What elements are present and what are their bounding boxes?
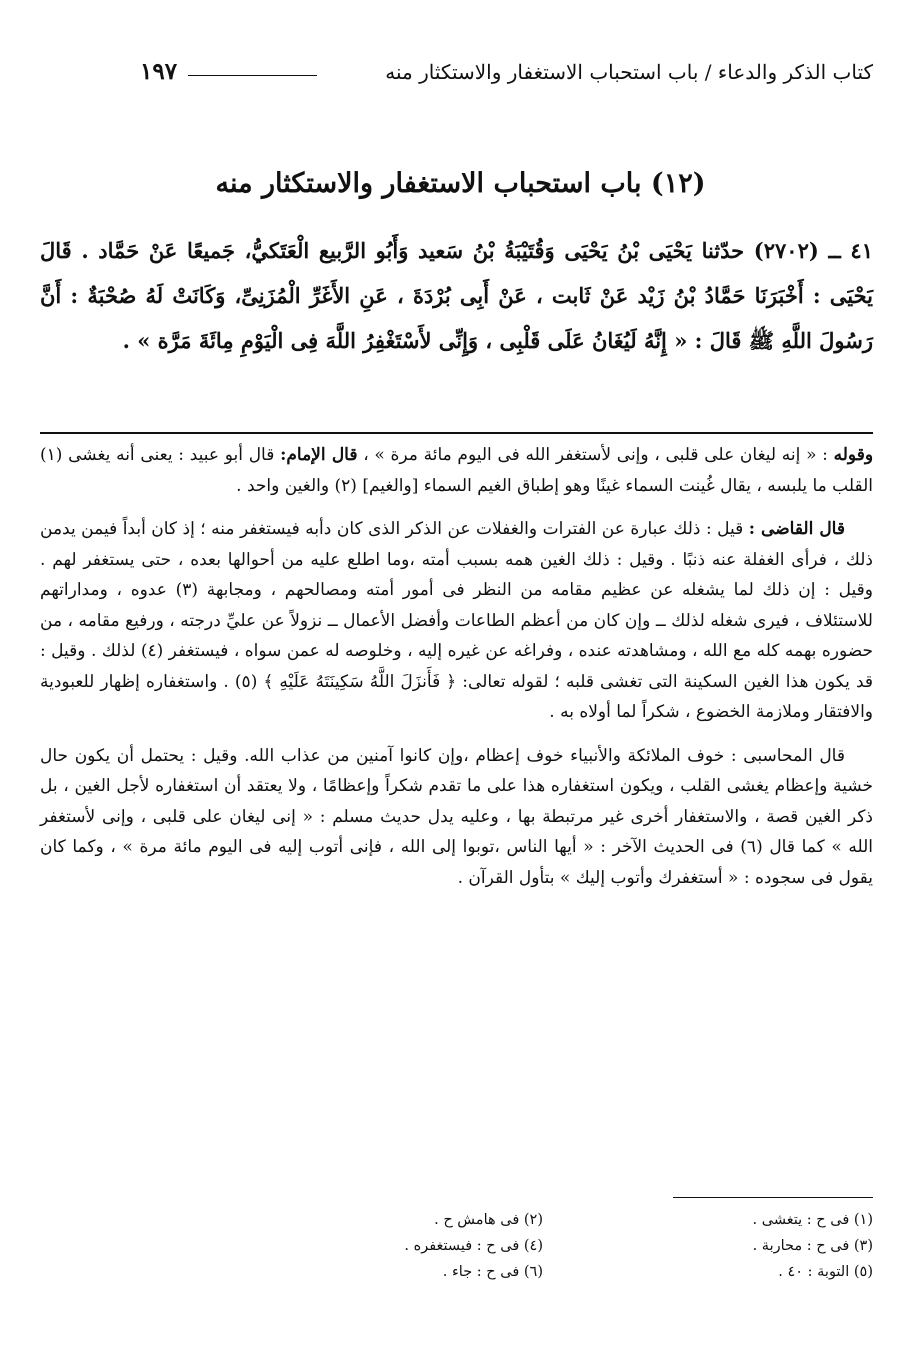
- commentary-lead: وقوله: [833, 445, 874, 465]
- commentary-text-2: قيل : ذلك عبارة عن الفترات والغفلات عن الذكر الذى كان دأبه فيستغفر منه ؛ إذ كان أبداً فيمن يدمن ذلك ، فرأى الغفلة عنه ذنبًا . وقيل : ذلك الغين همه بسبب أمته ،وما اطلع عليه من أحوالها بعده ، حتى يستغفر لهم . وقيل : إن ذلك لما يشغله عن عظيم مقامه من النظر فى أمور أمته ومصالحهم ، ومجابهة (٣) عدوه ، ومداراتهم للاستئلاف ، فيرى شغله لذلك ــ وإن كان من أعظم الطاعات وأفضل الأعمال ــ نزولاً عن عليِّ درجته ، ورفيع مقامه ، من حضوره بهمه كله مع الله ، ومشاهدته عنده ، وفراغه عن غيره إليه ، وخلوصه له عمن سواه ، فيستغفر (٤) لذلك . وقيل : قد يكون هذا الغين السكينة التى تغشى قلبه ؛ لقوله تعالى: ﴿ فَأَنزَلَ اللَّهُ سَكِينَتَهُ عَلَيْهِ ﴾ (٥) . واستغفاره إظهار للعبودية والافتقار وملازمة الخضوع ، شكراً لما أولاه به .: [40, 519, 873, 722]
- header-rule: [188, 75, 317, 76]
- footnote: (٤) فى ح : فيستغفره .: [404, 1238, 543, 1254]
- footnote: (٣) فى ح : محاربة .: [752, 1238, 873, 1254]
- commentary-paragraph-2: [40, 514, 873, 728]
- hadith-text: ٤١ ــ (٢٧٠٢) حدّثنا يَحْيَى بْنُ يَحْيَى وَقُتَيْبَةُ بْنُ سَعيد وَأَبُو الرَّبيع الْعَتَكيُّ، جَميعًا عَنْ حَمَّاد . قَالَ يَحْيَى : أَخْبَرَنَا حَمَّادُ بْنُ زَيْد عَنْ ثَابت ، عَنْ أَبِى بُرْدَةَ ، عَنِ الأَغَرِّ الْمُزَنِىِّ، وَكَانَتْ لَهُ صُحْبَةٌ : أَنَّ رَسُولَ اللَّهِ ﷺ قَالَ : « إِنَّهُ لَيُغَانُ عَلَى قَلْبِى ، وَإِنِّى لأَسْتَغْفِرُ اللَّهَ فِى الْيَوْمِ مِائَةَ مَرَّة » .: [40, 238, 873, 353]
- footnote-column-left: [243, 1207, 543, 1285]
- qadi-label: قال القاضى :: [748, 519, 845, 539]
- running-header: [140, 60, 873, 90]
- footnote-column-right: [573, 1207, 873, 1285]
- footnote-rule: [673, 1197, 873, 1198]
- imam-label: قال الإمام:: [280, 445, 358, 465]
- footnote: (١) فى ح : يتغشى .: [752, 1212, 873, 1228]
- header-title: كتاب الذكر والدعاء / باب استحباب الاستغفار والاستكثار منه: [385, 60, 873, 84]
- commentary: [40, 440, 873, 906]
- footnote: (٢) فى هامش ح .: [434, 1212, 543, 1228]
- hadith-block: [40, 228, 873, 363]
- section-divider: [40, 432, 873, 434]
- commentary-quote: : « إنه ليغان على قلبى ، وإنى لأستغفر الله فى اليوم مائة مرة » ،: [363, 445, 828, 465]
- commentary-paragraph-3: قال المحاسبى : خوف الملائكة والأنبياء خوف إعظام ،وإن كانوا آمنين من عذاب الله. وقيل : يحتمل أن يكون حال خشية وإعظام يغشى القلب ، ويكون استغفاره هذا على ما تقدم شكراً وإعظامًا ، ولا يعتقد أن استغفاره لأجل الغين ، بل ذكر الغين قصة ، والاستغفار أخرى غير مرتبطة بها ، وعليه يدل حديث مسلم : « إنى ليغان على قلبى ، وإنى لأستغفر الله » كما قال (٦) فى الحديث الآخر : « أيها الناس ،توبوا إلى الله ، فإنى أتوب إليه فى اليوم مائة مرة » ، وكما كان يقول فى سجوده : « أستغفرك وأتوب إليك » بتأول القرآن .: [40, 745, 874, 888]
- page-number: ١٩٧: [140, 58, 178, 85]
- footnote: (٦) فى ح : جاء .: [442, 1264, 543, 1280]
- chapter-title: (١٢) باب استحباب الاستغفار والاستكثار منه: [215, 168, 706, 199]
- footnote: (٥) التوبة : ٤٠ .: [778, 1264, 873, 1280]
- commentary-paragraph-1: [40, 440, 873, 501]
- commentary-text-1: قال أبو عبيد : يعنى أنه يغشى (١) القلب ما يلبسه ، يقال غُينت السماء غينًا وهو إطباق الغيم السماء [والغيم] (٢) والغين واحد .: [40, 445, 873, 496]
